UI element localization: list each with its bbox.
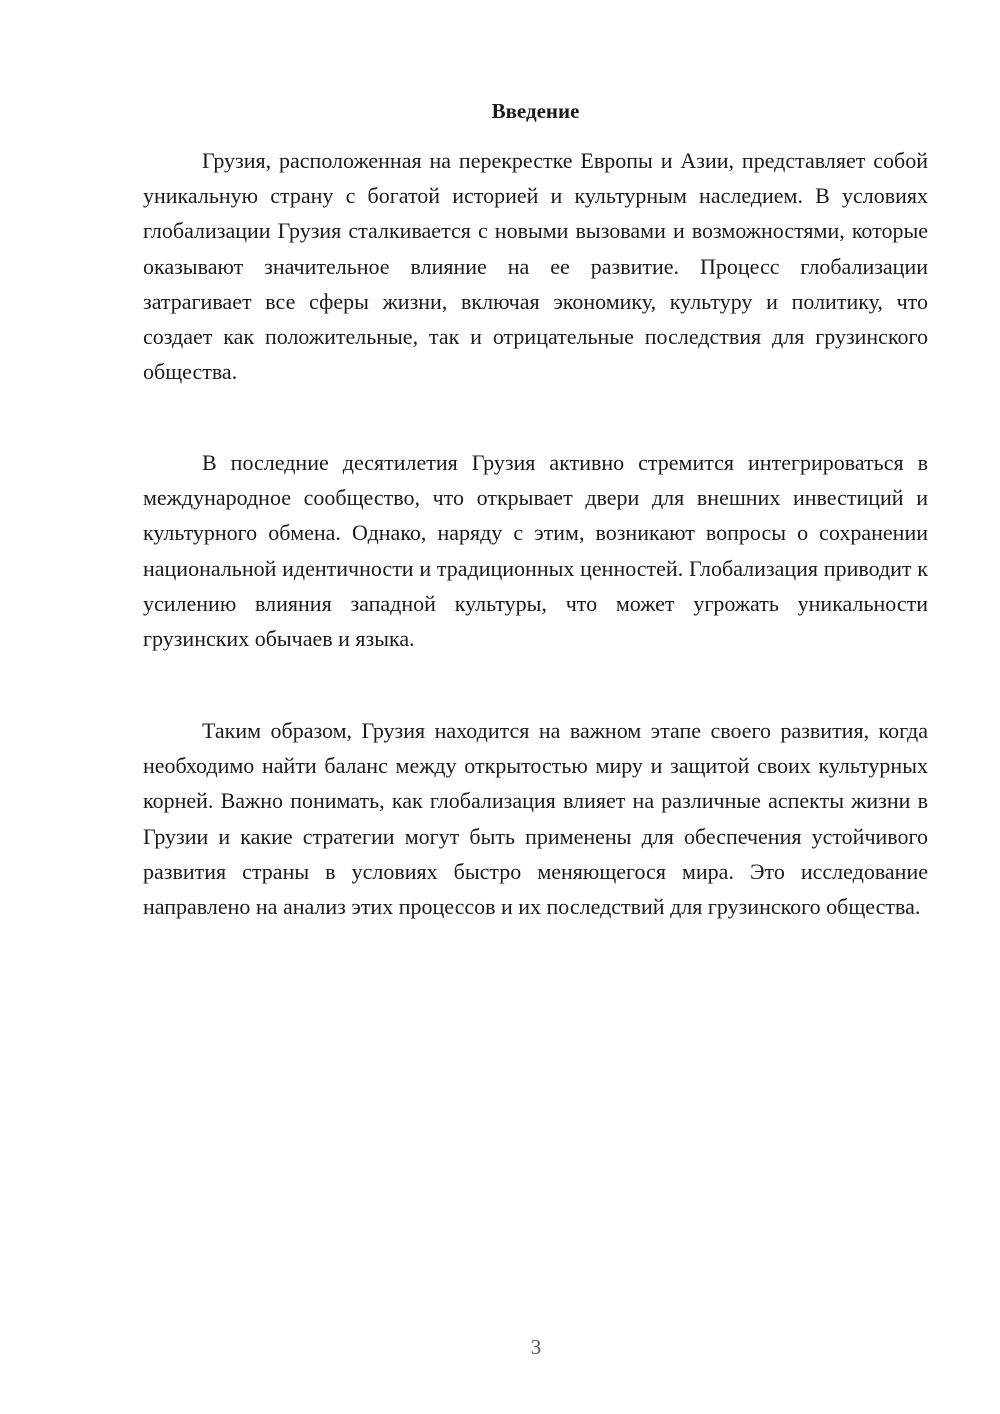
section-heading: Введение (491, 99, 580, 123)
paragraph-3: Таким образом, Грузия находится на важном этапе своего развития, когда необходимо найти баланс между открытостью миру и защитой своих культурных корней. Важно понимать, как глобализация влияет на различные аспекты жизни в Грузии и какие стратегии могут быть применены для обеспечения устойчивого развития страны в условиях быстро меняющегося мира. Это исследование направлено на анализ этих процессов и их последствий для грузинского общества. (143, 718, 928, 920)
paragraph-2: В последние десятилетия Грузия активно стремится интегрироваться в международное сообщество, что открывает двери для внешних инвестиций и культурного обмена. Однако, наряду с этим, возникают вопросы о сохранении национальной идентичности и традиционных ценностей. Глобализация приводит к усилению влияния западной культуры, что может угрожать уникальности грузинских обычаев и языка. (143, 450, 928, 652)
page-number: 3 (530, 1335, 542, 1359)
paragraph-1: Грузия, расположенная на перекрестке Европы и Азии, представляет собой уникальную страну с богатой историей и культурным наследием. В условиях глобализации Грузия сталкивается с новыми вызовами и возможностями, которые оказывают значительное влияние на ее развитие. Процесс глобализации затрагивает все сферы жизни, включая экономику, культуру и политику, что создает как положительные, так и отрицательные последствия для грузинского общества. (143, 148, 928, 385)
